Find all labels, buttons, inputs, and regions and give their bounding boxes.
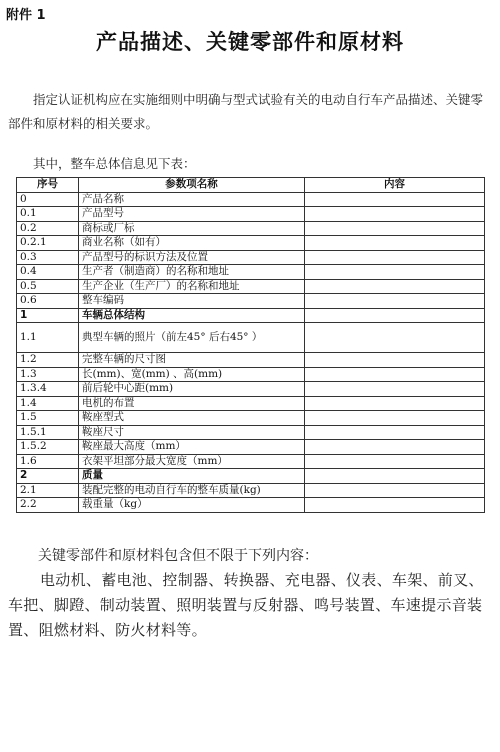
row-parameter: 质量 xyxy=(79,469,305,484)
table-row xyxy=(17,353,485,368)
row-number: 1.2 xyxy=(17,353,79,368)
row-number: 1.3 xyxy=(17,367,79,382)
row-content xyxy=(305,353,485,368)
row-content xyxy=(305,221,485,236)
table-row xyxy=(17,236,485,251)
row-number: 1.3.4 xyxy=(17,382,79,397)
row-parameter: 生产者（制造商）的名称和地址 xyxy=(79,265,305,280)
row-parameter: 生产企业（生产厂）的名称和地址 xyxy=(79,279,305,294)
row-parameter: 前后轮中心距(mm) xyxy=(79,382,305,397)
table-intro: 其中，整车总体信息见下表： xyxy=(33,156,196,171)
table-row xyxy=(17,323,485,353)
intro-paragraph: 指定认证机构应在实施细则中明确与型式试验有关的电动自行车产品描述、关键零部件和原材料的相关要求。 xyxy=(8,92,484,131)
table-row xyxy=(17,279,485,294)
table-row xyxy=(17,483,485,498)
header-no: 序号 xyxy=(17,178,79,193)
table-row xyxy=(17,192,485,207)
row-parameter: 鞍座尺寸 xyxy=(79,425,305,440)
annex-label: 附件 1 xyxy=(6,8,46,23)
row-content xyxy=(305,498,485,513)
row-number: 1.5 xyxy=(17,411,79,426)
row-number: 1.6 xyxy=(17,454,79,469)
table-row xyxy=(17,469,485,484)
row-number: 1.4 xyxy=(17,396,79,411)
row-parameter: 装配完整的电动自行车的整车质量(kg) xyxy=(79,483,305,498)
row-parameter: 电机的布置 xyxy=(79,396,305,411)
table-row xyxy=(17,250,485,265)
row-number: 1.1 xyxy=(17,323,79,353)
row-number: 1.5.1 xyxy=(17,425,79,440)
row-parameter: 产品型号的标识方法及位置 xyxy=(79,250,305,265)
row-content xyxy=(305,250,485,265)
row-content xyxy=(305,323,485,353)
row-number: 0.4 xyxy=(17,265,79,280)
row-parameter: 商标或厂标 xyxy=(79,221,305,236)
row-parameter: 商业名称（如有） xyxy=(79,236,305,251)
row-content xyxy=(305,265,485,280)
row-content xyxy=(305,192,485,207)
row-parameter: 鞍座最大高度（mm） xyxy=(79,440,305,455)
table-row xyxy=(17,382,485,397)
table-row xyxy=(17,367,485,382)
row-parameter: 产品名称 xyxy=(79,192,305,207)
vehicle-info-table xyxy=(16,177,485,513)
row-content xyxy=(305,294,485,309)
row-parameter: 典型车辆的照片（前左45° 后右45° ） xyxy=(79,323,305,353)
row-number: 2 xyxy=(17,469,79,484)
row-number: 2.2 xyxy=(17,498,79,513)
table-header-row xyxy=(17,178,485,193)
row-parameter: 整车编码 xyxy=(79,294,305,309)
row-number: 0 xyxy=(17,192,79,207)
row-number: 0.3 xyxy=(17,250,79,265)
components-intro: 关键零部件和原材料包含但不限于下列内容： xyxy=(38,548,318,564)
row-parameter: 鞍座型式 xyxy=(79,411,305,426)
row-content xyxy=(305,396,485,411)
row-parameter: 长(mm)、宽(mm) 、高(mm) xyxy=(79,367,305,382)
row-number: 0.1 xyxy=(17,207,79,222)
row-content xyxy=(305,440,485,455)
row-content xyxy=(305,367,485,382)
header-value: 内容 xyxy=(305,178,485,193)
row-parameter: 衣架平坦部分最大宽度（mm） xyxy=(79,454,305,469)
row-number: 0.2.1 xyxy=(17,236,79,251)
row-content xyxy=(305,279,485,294)
components-list: 电动机、蓄电池、控制器、转换器、充电器、仪表、车架、前叉、车把、脚蹬、制动装置、照明装置与反射器、鸣号装置、车速提示音装置、阻燃材料、防火材料等。 xyxy=(8,571,484,639)
row-parameter: 载重量（kg） xyxy=(79,498,305,513)
row-number: 0.6 xyxy=(17,294,79,309)
row-content xyxy=(305,411,485,426)
table-row xyxy=(17,207,485,222)
table-row xyxy=(17,265,485,280)
table-row xyxy=(17,221,485,236)
row-content xyxy=(305,207,485,222)
row-number: 2.1 xyxy=(17,483,79,498)
table-row xyxy=(17,411,485,426)
row-content xyxy=(305,469,485,484)
row-content xyxy=(305,382,485,397)
table-row xyxy=(17,498,485,513)
row-content xyxy=(305,425,485,440)
row-parameter: 产品型号 xyxy=(79,207,305,222)
header-name: 参数项名称 xyxy=(79,178,305,193)
table-row xyxy=(17,440,485,455)
row-number: 0.2 xyxy=(17,221,79,236)
row-content xyxy=(305,236,485,251)
row-number: 1 xyxy=(17,308,79,323)
table-row xyxy=(17,396,485,411)
row-content xyxy=(305,483,485,498)
row-number: 0.5 xyxy=(17,279,79,294)
row-number: 1.5.2 xyxy=(17,440,79,455)
row-parameter: 完整车辆的尺寸图 xyxy=(79,353,305,368)
table-row xyxy=(17,308,485,323)
table-row xyxy=(17,294,485,309)
row-parameter: 车辆总体结构 xyxy=(79,308,305,323)
table-row xyxy=(17,454,485,469)
row-content xyxy=(305,308,485,323)
row-content xyxy=(305,454,485,469)
page-title: 产品描述、关键零部件和原材料 xyxy=(96,30,404,54)
table-row xyxy=(17,425,485,440)
